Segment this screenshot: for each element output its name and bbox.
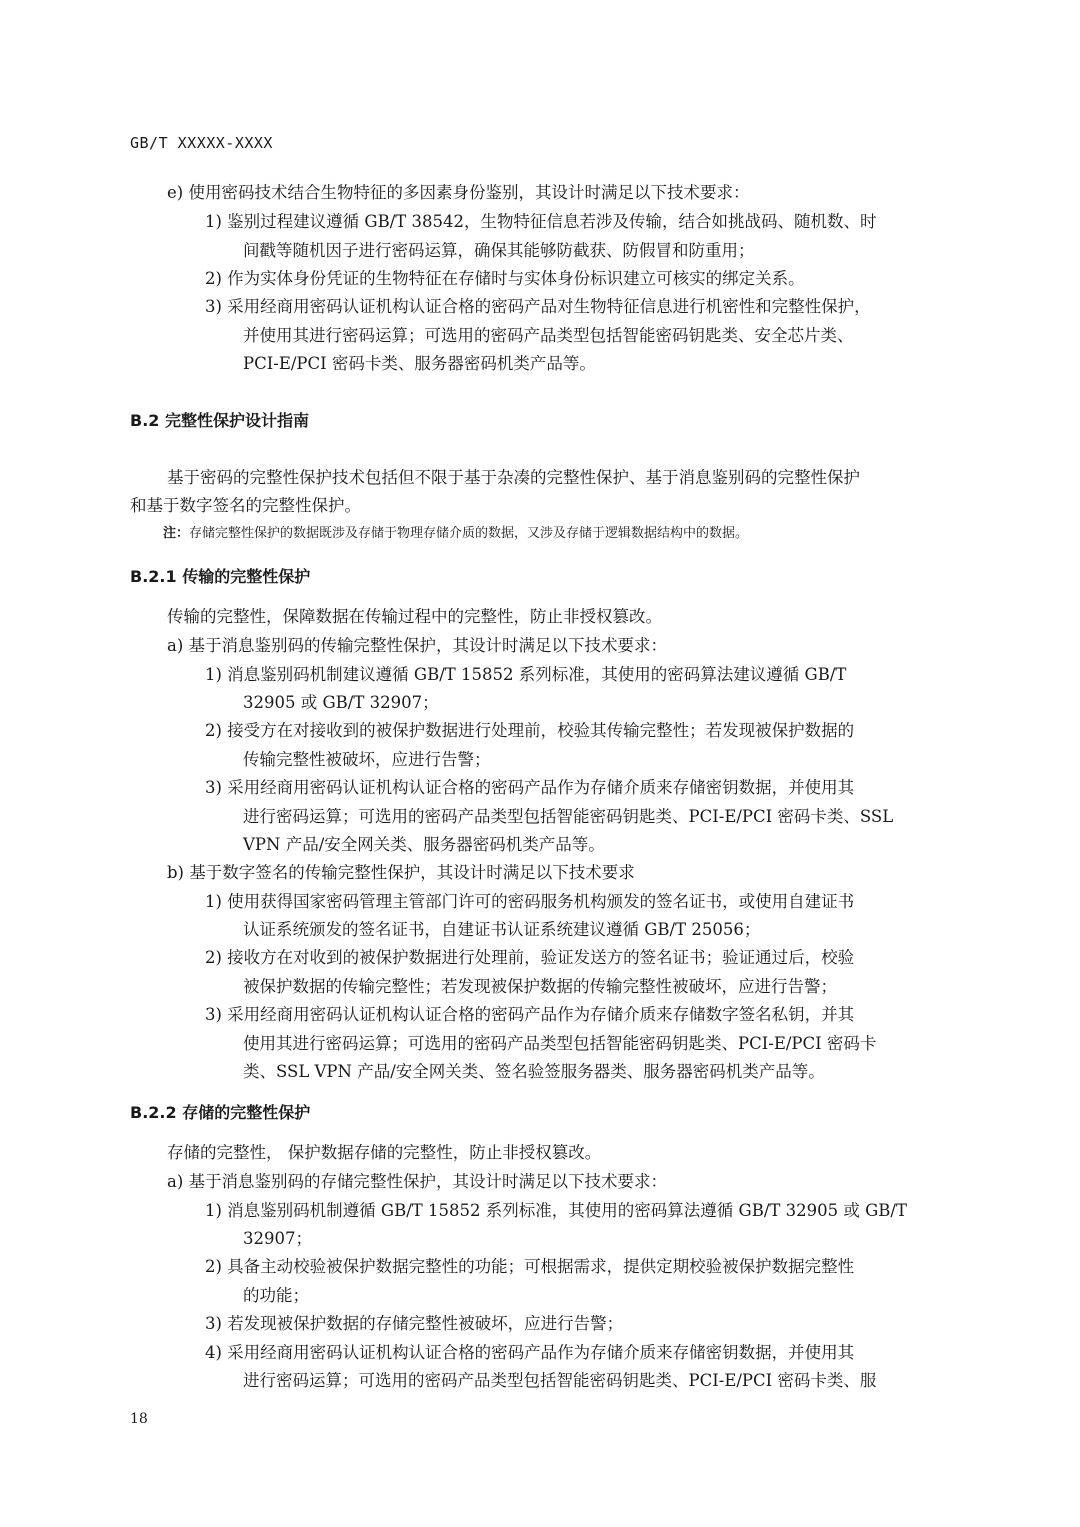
text-line: 进行密码运算；可选用的密码产品类型包括智能密码钥匙类、PCI-E/PCI 密码卡类、SSL [243,807,894,826]
text-line: 4) 采用经商用密码认证机构认证合格的密码产品作为存储介质来存储密钥数据，并使用其 [205,1343,855,1362]
text-line: a) 基于消息鉴别码的存储完整性保护，其设计时满足以下技术要求： [167,1172,668,1191]
text-line: 进行密码运算；可选用的密码产品类型包括智能密码钥匙类、PCI-E/PCI 密码卡类、服 [243,1371,877,1390]
text-line: 并使用其进行密码运算；可选用的密码产品类型包括智能密码钥匙类、安全芯片类、 [243,326,854,345]
text-line: 2) 具备主动校验被保护数据完整性的功能；可根据需求，提供定期校验被保护数据完整性 [205,1257,855,1276]
text-line: PCI-E/PCI 密码卡类、服务器密码机类产品等。 [243,354,596,373]
text-line: 2) 接收方在对收到的被保护数据进行处理前，验证发送方的签名证书；验证通过后，校验 [205,948,855,967]
page-number: 18 [130,1411,148,1427]
text-line: 2) 作为实体身份凭证的生物特征在存储时与实体身份标识建立可核实的绑定关系。 [205,269,805,288]
text-line: b) 基于数字签名的传输完整性保护，其设计时满足以下技术要求 [167,863,635,882]
text-line: 3) 采用经商用密码认证机构认证合格的密码产品作为存储介质来存储数字签名私钥，并其 [205,1005,855,1024]
text-line: a) 基于消息鉴别码的传输完整性保护，其设计时满足以下技术要求： [167,636,668,655]
text-line: 基于密码的完整性保护技术包括但不限于基于杂凑的完整性保护、基于消息鉴别码的完整性保护 [167,468,860,487]
section-heading: B.2.2 存储的完整性保护 [130,1103,311,1122]
text-line: 的功能； [243,1286,309,1305]
note-text [163,524,748,544]
section-heading: B.2 完整性保护设计指南 [130,411,309,430]
text-line: 被保护数据的传输完整性；若发现被保护数据的传输完整性被破坏，应进行告警； [243,977,837,996]
text-line: 类、SSL VPN 产品/安全网关类、签名验签服务器类、服务器密码机类产品等。 [243,1062,825,1081]
text-line: 传输完整性被破坏，应进行告警； [243,750,491,769]
section-heading: B.2.1 传输的完整性保护 [130,567,311,586]
text-line: 1) 消息鉴别码机制遵循 GB/T 15852 系列标准，其使用的密码算法遵循 GB/T 32905 或 GB/T [205,1201,907,1220]
text-line: 2) 接受方在对接收到的被保护数据进行处理前，校验其传输完整性；若发现被保护数据的 [205,721,855,740]
text-line: 3) 采用经商用密码认证机构认证合格的密码产品对生物特征信息进行机密性和完整性保护， [205,297,871,316]
text-line: 间戳等随机因子进行密码运算，确保其能够防截获、防假冒和防重用； [243,241,755,260]
text-line: 和基于数字签名的完整性保护。 [130,496,361,515]
text-line: 1) 使用获得国家密码管理主管部门许可的密码服务机构颁发的签名证书，或使用自建证书 [205,892,855,911]
text-line: e) 使用密码技术结合生物特征的多因素身份鉴别，其设计时满足以下技术要求： [167,183,750,202]
text-line: VPN 产品/安全网关类、服务器密码机类产品等。 [243,835,605,854]
note-label: 注： [163,526,190,541]
text-line: 3) 采用经商用密码认证机构认证合格的密码产品作为存储介质来存储密钥数据，并使用其 [205,778,855,797]
text-line: 1) 消息鉴别码机制建议遵循 GB/T 15852 系列标准，其使用的密码算法建议遵循 GB/T [205,665,847,684]
text-line: 32905 或 GB/T 32907； [243,693,439,712]
text-line: 传输的完整性，保障数据在传输过程中的完整性，防止非授权篡改。 [167,607,662,626]
text-line: 存储的完整性， 保护数据存储的完整性，防止非授权篡改。 [167,1143,602,1162]
document-id: GB/T XXXXX-XXXX [130,134,273,152]
text-line: 32907； [243,1229,312,1248]
text-line: 使用其进行密码运算；可选用的密码产品类型包括智能密码钥匙类、PCI-E/PCI 密码卡 [243,1034,877,1053]
text-line: 1) 鉴别过程建议遵循 GB/T 38542，生物特征信息若涉及传输，结合如挑战码、随机数、时 [205,212,877,231]
text-line: 3) 若发现被保护数据的存储完整性被破坏，应进行告警； [205,1314,624,1333]
note-body: 存储完整性保护的数据既涉及存储于物理存储介质的数据，又涉及存储于逻辑数据结构中的数据。 [189,526,749,541]
text-line: 认证系统颁发的签名证书，自建证书认证系统建议遵循 GB/T 25056； [243,920,761,939]
